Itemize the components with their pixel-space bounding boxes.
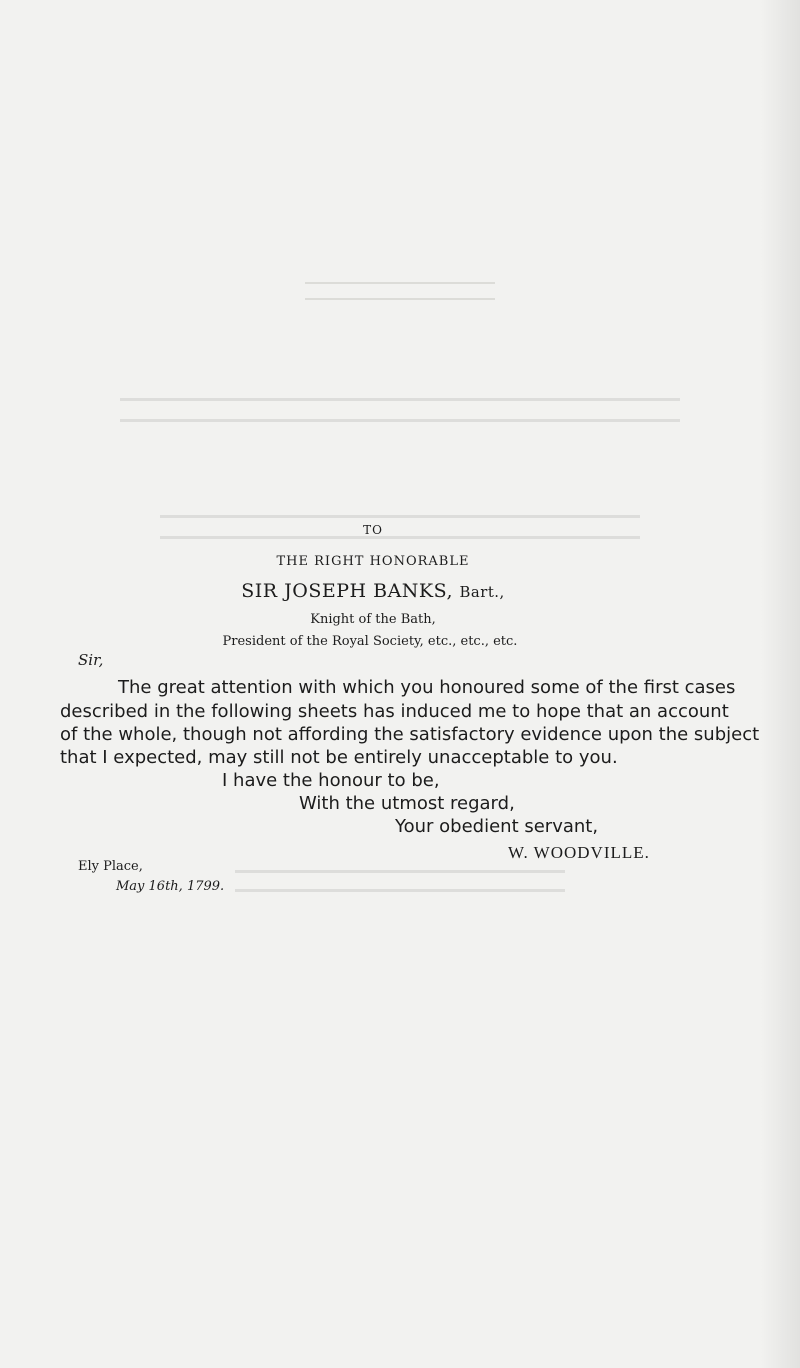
bleed-through-shape	[0, 282, 800, 302]
closing-line-2: With the utmost regard,	[299, 793, 515, 814]
closing-line-3: Your obedient servant,	[395, 816, 599, 837]
addressee-title-2: President of the Royal Society, etc., etc., etc.	[222, 634, 518, 649]
addressee-name	[0, 580, 746, 602]
body-line-4: that I expected, may still not be entirely unacceptable to you.	[60, 747, 618, 768]
salutation: Sir,	[78, 651, 104, 669]
addressee-name-suffix: Bart.,	[459, 584, 505, 601]
dedication-to: TO	[363, 523, 383, 537]
page-edge-shadow	[760, 0, 800, 1368]
body-line-3: of the whole, though not affording the satisfactory evidence upon the subject	[60, 724, 760, 745]
body-line-1: The great attention with which you honoured some of the first cases	[118, 677, 736, 698]
date: May 16th, 1799.	[116, 879, 225, 894]
place: Ely Place,	[78, 859, 143, 874]
signature: W. WOODVILLE.	[508, 843, 650, 862]
body-line-2: described in the following sheets has induced me to hope that an account	[60, 701, 729, 722]
bleed-through-shape	[0, 398, 800, 422]
addressee-line: THE RIGHT HONORABLE	[276, 554, 470, 569]
addressee-title-1: Knight of the Bath,	[310, 612, 436, 627]
addressee-name-text: SIR JOSEPH BANKS,	[241, 580, 453, 602]
closing-line-1: I have the honour to be,	[222, 770, 440, 791]
